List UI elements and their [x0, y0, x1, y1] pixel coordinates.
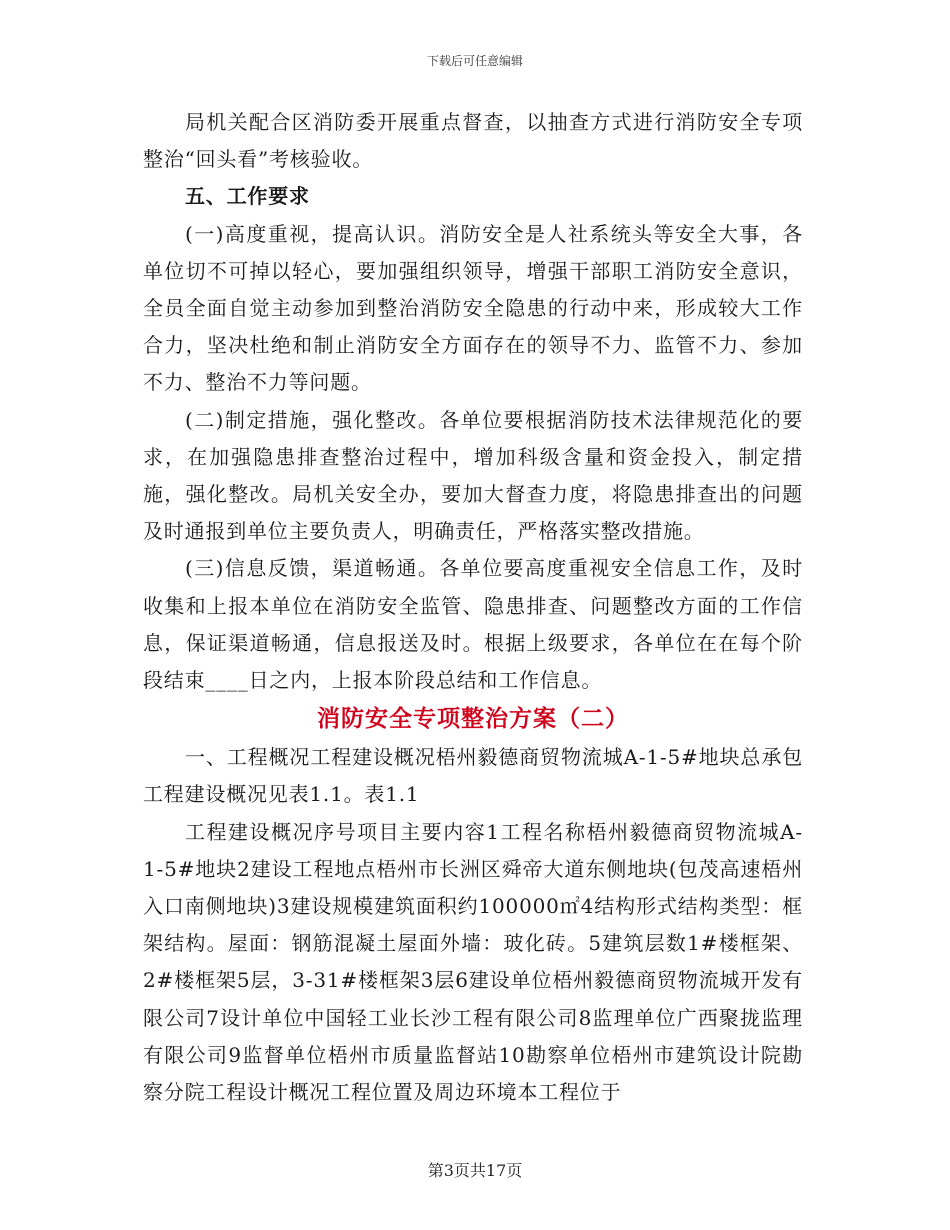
- page-header-note: 下载后可任意编辑: [426, 54, 523, 68]
- paragraph-requirement-2: (二)制定措施，强化整改。各单位要根据消防技术法律规范化的要求，在加强隐患排查整治过程中，增加科级含量和资金投入，制定措施，强化整改。局机关安全办，要加大督查力度，将隐患排查出的问题及时通报到单位主要负责人，明确责任，严格落实整改措施。: [143, 407, 803, 544]
- section-heading-work-requirements: 五、工作要求: [185, 184, 310, 209]
- document-body: [143, 104, 803, 1111]
- document-title-part-2: 消防安全专项整治方案（二）: [317, 705, 629, 733]
- paragraph-project-overview: 一、工程概况工程建设概况梧州毅德商贸物流城A-1-5#地块总承包工程建设概况见表1.1。表1.1: [143, 745, 803, 807]
- page-number-footer: 第3页共17页: [427, 1161, 523, 1180]
- paragraph-requirement-1: (一)高度重视，提高认识。消防安全是人社系统头等安全大事，各单位切不可掉以轻心，要加强组织领导，增强干部职工消防安全意识，全员全面自觉主动参加到整治消防安全隐患的行动中来，形成较大工作合力，坚决杜绝和制止消防安全方面存在的领导不力、监管不力、参加不力、整治不力等问题。: [143, 221, 803, 395]
- paragraph-inspection: 局机关配合区消防委开展重点督查，以抽查方式进行消防安全专项整治“回头看”考核验收。: [143, 110, 803, 172]
- paragraph-project-table-text: 工程建设概况序号项目主要内容1工程名称梧州毅德商贸物流城A-1-5#地块2建设工程地点梧州市长洲区舜帝大道东侧地块(包茂高速梧州入口南侧地块)3建设规模建筑面积约100000㎡4结构形式结构类型：框架结构。屋面：钢筋混凝土屋面外墙：玻化砖。5建筑层数1#楼框架、2#楼框架5层，3-31#楼框架3层6建设单位梧州毅德商贸物流城开发有限公司7设计单位中国轻工业长沙工程有限公司8监理单位广西聚拢监理有限公司9监督单位梧州市质量监督站10勘察单位梧州市建筑设计院勘察分院工程设计概况工程位置及周边环境本工程位于: [143, 819, 803, 1105]
- paragraph-requirement-3: (三)信息反馈，渠道畅通。各单位要高度重视安全信息工作，及时收集和上报本单位在消防安全监管、隐患排查、问题整改方面的工作信息，保证渠道畅通，信息报送及时。根据上级要求，各单位在在每个阶段结束____日之内，上报本阶段总结和工作信息。: [143, 556, 803, 693]
